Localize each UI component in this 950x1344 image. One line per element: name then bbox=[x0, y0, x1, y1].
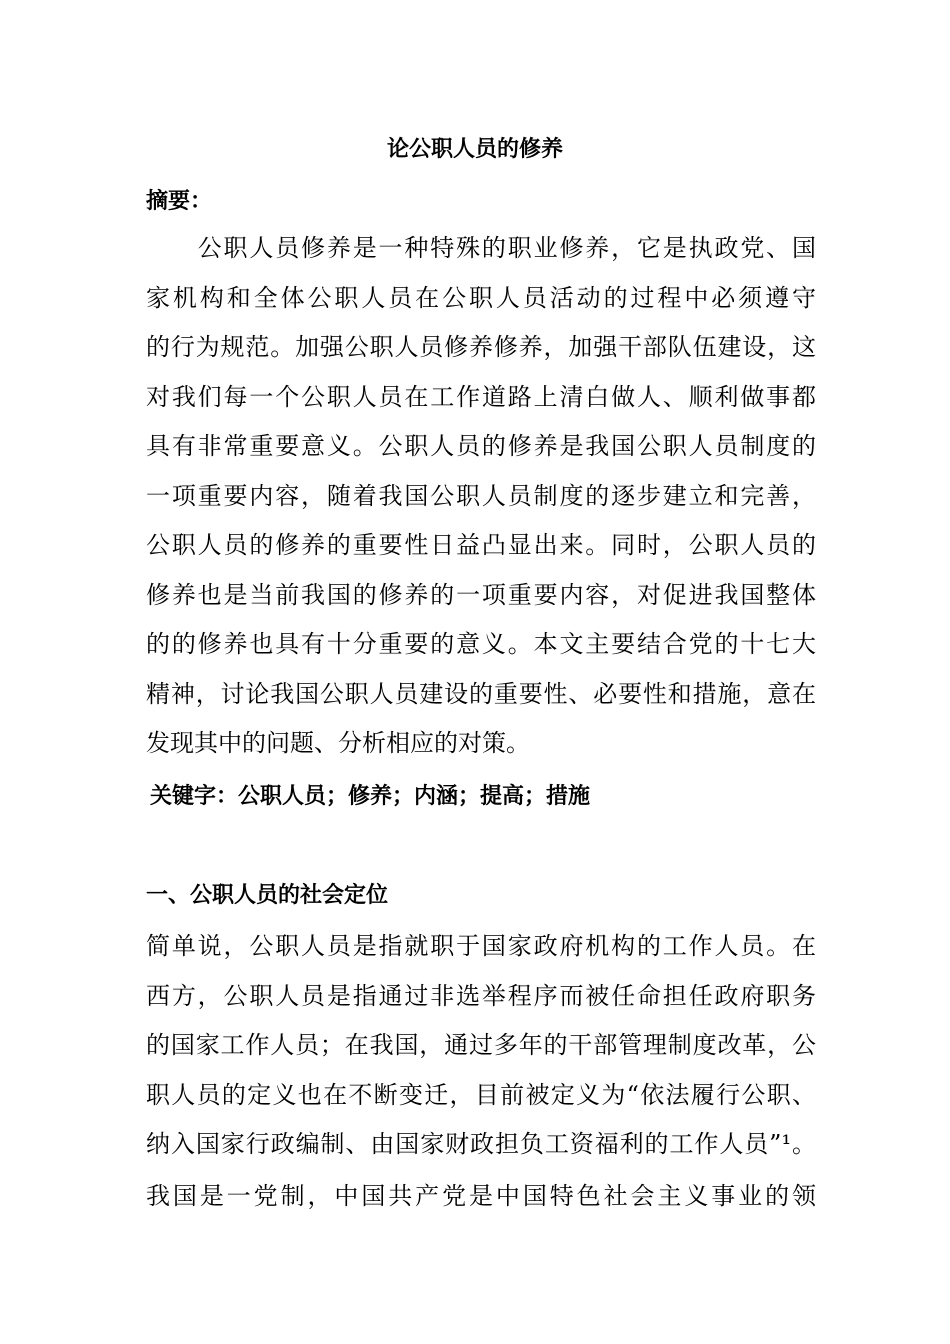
section-paragraph bbox=[146, 922, 816, 1170]
abstract-label: 摘要： bbox=[146, 189, 213, 214]
section-line: 我国是一党制，中国共产党是中国特色社会主义事业的领 bbox=[146, 1182, 816, 1210]
document-title: 论公职人员的修养 bbox=[386, 137, 563, 162]
abstract-line: 公职人员的修养的重要性日益凸显出来。同时，公职人员的 bbox=[146, 531, 816, 559]
abstract-line: 发现其中的问题、分析相应的对策。 bbox=[146, 729, 530, 757]
section-line: 简单说，公职人员是指就职于国家政府机构的工作人员。在 bbox=[146, 932, 816, 960]
section-line: 西方，公职人员是指通过非选举程序而被任命担任政府职务 bbox=[146, 981, 816, 1010]
abstract-line: 家机构和全体公职人员在公职人员活动的过程中必须遵守 bbox=[146, 283, 816, 312]
keywords: 关键字：公职人员；修养；内涵；提高；措施 bbox=[150, 784, 591, 809]
abstract-line: 一项重要内容，随着我国公职人员制度的逐步建立和完善， bbox=[146, 481, 816, 510]
abstract-line: 对我们每一个公职人员在工作道路上清白做人、顺利做事都 bbox=[146, 382, 816, 411]
abstract-line: 具有非常重要意义。公职人员的修养是我国公职人员制度的 bbox=[146, 432, 816, 460]
abstract-line: 精神，讨论我国公职人员建设的重要性、必要性和措施，意在 bbox=[146, 679, 816, 708]
abstract-paragraph bbox=[146, 224, 816, 769]
abstract-line: 的行为规范。加强公职人员修养修养，加强干部队伍建设，这 bbox=[146, 333, 816, 361]
section-line: 的国家工作人员；在我国，通过多年的干部管理制度改革，公 bbox=[146, 1031, 816, 1059]
abstract-line: 修养也是当前我国的修养的一项重要内容，对促进我国整体 bbox=[146, 580, 816, 609]
section-line: 纳入国家行政编制、由国家财政担负工资福利的工作人员”¹。 bbox=[146, 1130, 816, 1158]
section-paragraph bbox=[146, 1172, 816, 1222]
section-heading: 一、公职人员的社会定位 bbox=[146, 883, 389, 908]
section-line: 职人员的定义也在不断变迁，目前被定义为“依法履行公职、 bbox=[146, 1080, 816, 1109]
abstract-line: 公职人员修养是一种特殊的职业修养，它是执政党、国 bbox=[146, 234, 816, 262]
abstract-line: 的的修养也具有十分重要的意义。本文主要结合党的十七大 bbox=[146, 630, 816, 658]
